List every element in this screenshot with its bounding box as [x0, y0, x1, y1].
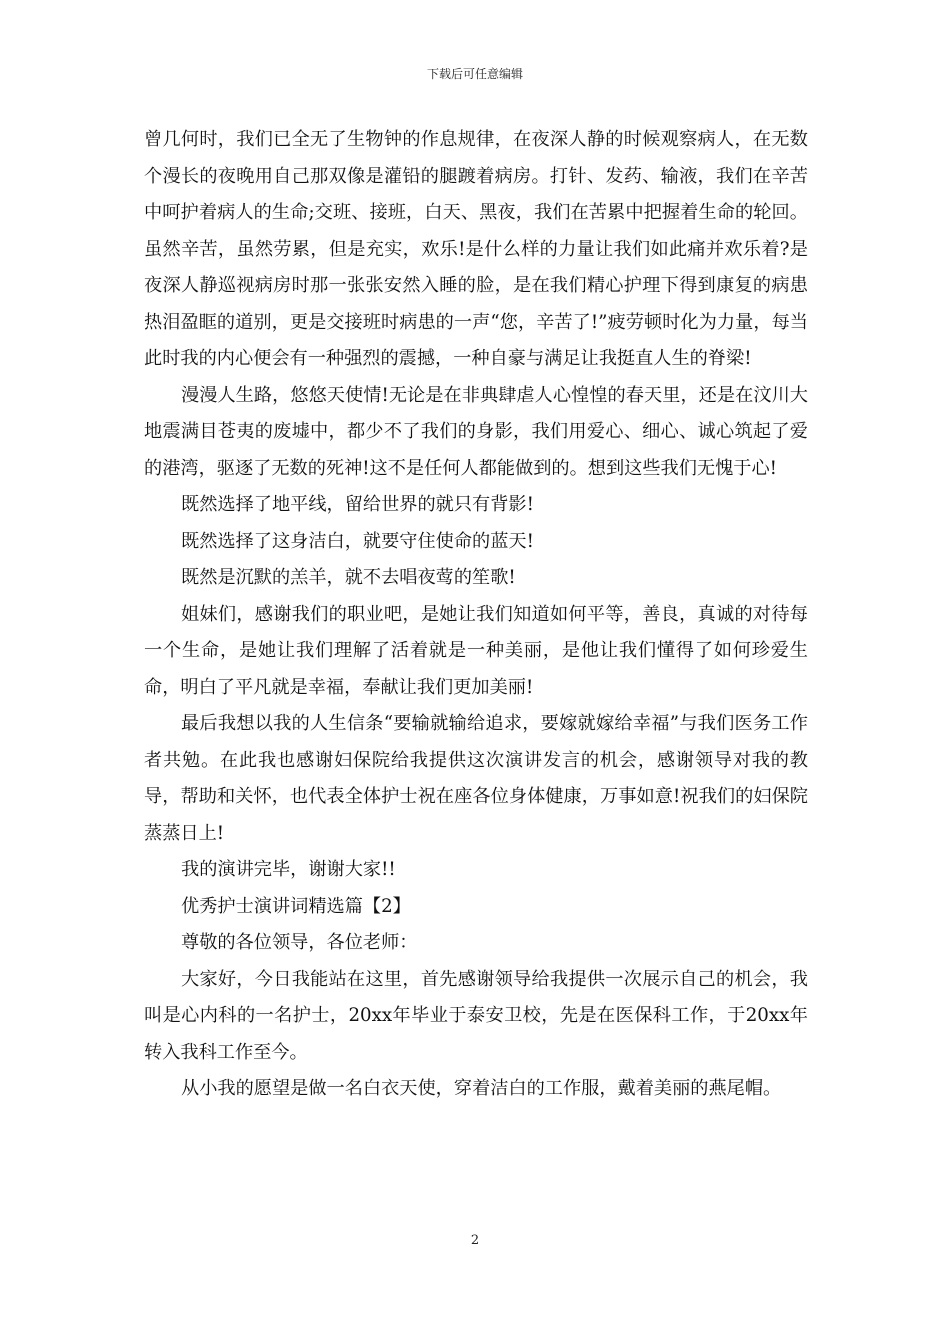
paragraph-closing-motto: 最后我想以我的人生信条“要输就输给追求，要嫁就嫁给幸福”与我们医务工作者共勉。在此我也感谢妇保院给我提供这次演讲发言的机会，感谢领导对我的教导，帮助和关怀，也代表全体护士祝在座各位身体健康，万事如意!祝我们的妇保院蒸蒸日上! — [144, 713, 808, 844]
salutation: 尊敬的各位领导，各位老师： — [181, 932, 418, 953]
paragraph-childhood-wish: 从小我的愿望是做一名白衣天使，穿着洁白的工作服，戴着美丽的燕尾帽。 — [181, 1078, 782, 1099]
paragraph-horizon: 既然选择了地平线，留给世界的就只有背影! — [181, 494, 534, 515]
page-header: 下载后可任意编辑 — [426, 67, 523, 81]
paragraph-speech-end: 我的演讲完毕，谢谢大家!! — [181, 859, 396, 880]
section-title-speech-2: 优秀护士演讲词精选篇【2】 — [181, 895, 411, 917]
paragraph-sisters: 姐妹们，感谢我们的职业吧，是她让我们知道如何平等，善良，真诚的对待每一个生命，是她让我们理解了活着就是一种美丽，是他让我们懂得了如何珍爱生命，明白了平凡就是幸福，奉献让我们更加美丽! — [144, 603, 808, 698]
paragraph-white-uniform: 既然选择了这身洁白，就要守住使命的蓝天! — [181, 530, 534, 552]
page-number: 2 — [470, 1233, 480, 1248]
paragraph-silent-lamb: 既然是沉默的羔羊，就不去唱夜莺的笙歌! — [181, 567, 516, 588]
paragraph-night-shifts: 曾几何时，我们已全无了生物钟的作息规律，在夜深人静的时候观察病人，在无数个漫长的夜晚用自己那双像是灌铅的腿踱着病房。打针、发药、输液，我们在辛苦中呵护着病人的生命;交班、接班，白天、黑夜，我们在苦累中把握着生命的轮回。虽然辛苦，虽然劳累，但是充实，欢乐!是什么样的力量让我们如此痛并欢乐着?是夜深人静巡视病房时那一张张安然入睡的脸，是在我们精心护理下得到康复的病患热泪盈眶的道别，更是交接班时病患的一声“您，辛苦了!”疲劳顿时化为力量，每当此时我的内心便会有一种强烈的震撼，一种自豪与满足让我挺直人生的脊梁! — [144, 129, 808, 369]
document-body — [144, 122, 808, 1108]
paragraph-angel-mission: 漫漫人生路，悠悠天使情!无论是在非典肆虐人心惶惶的春天里，还是在汶川大地震满目苍夷的废墟中，都少不了我们的身影，我们用爱心、细心、诚心筑起了爱的港湾，驱逐了无数的死神!这不是任何人都能做到的。想到这些我们无愧于心! — [144, 384, 808, 479]
paragraph-self-introduction: 大家好，今日我能站在这里，首先感谢领导给我提供一次展示自己的机会，我叫是心内科的一名护士，20xx年毕业于泰安卫校，先是在医保科工作，于20xx年转入我科工作至今。 — [144, 968, 808, 1063]
